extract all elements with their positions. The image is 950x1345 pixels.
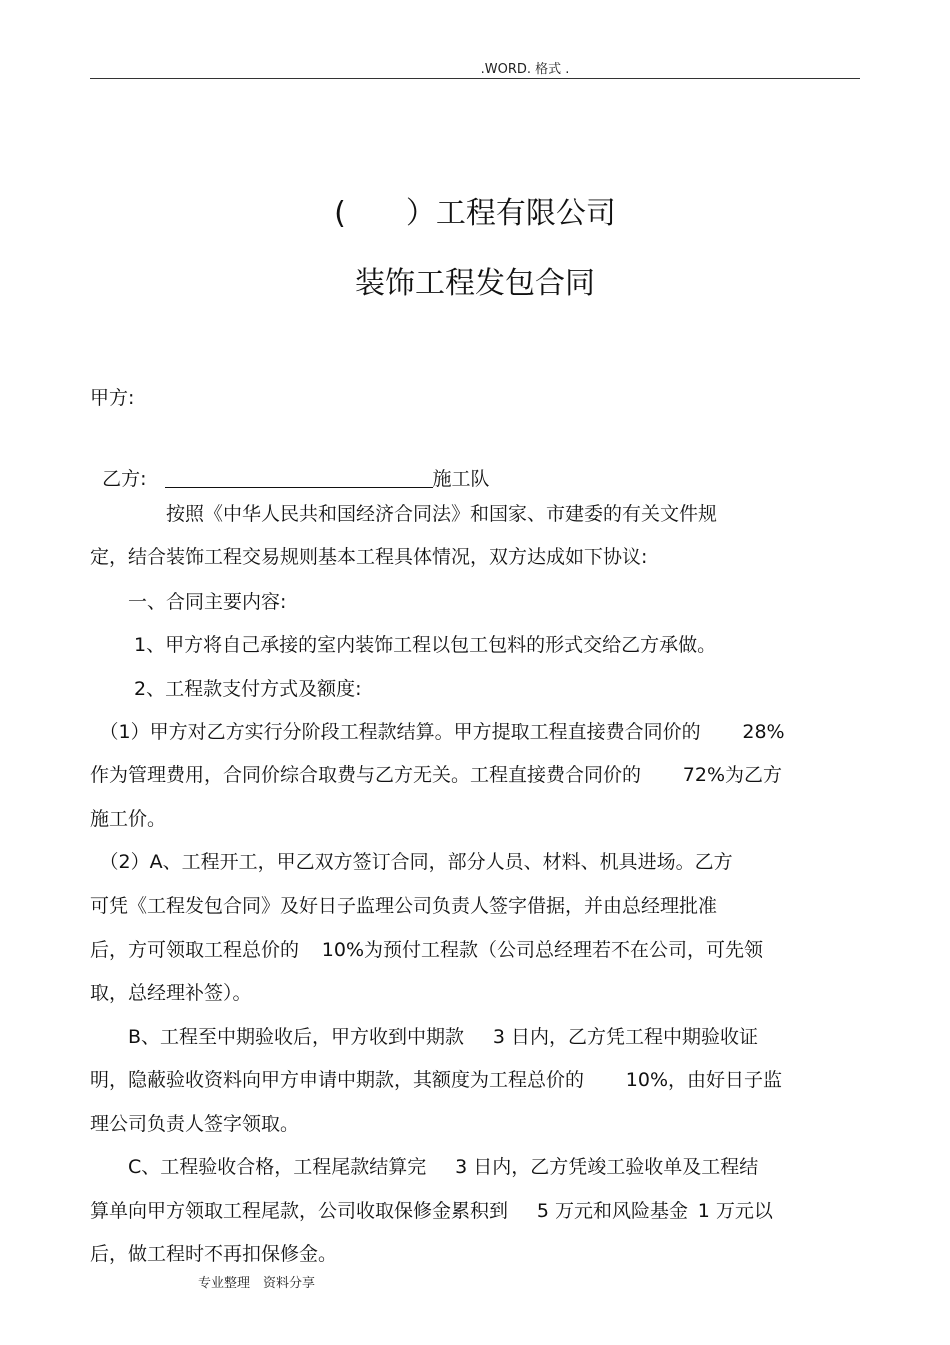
clause-line: 1、甲方将自己承接的室内装饰工程以包工包料的形式交给乙方承做。 (90, 634, 717, 656)
clause-line: B、工程至中期验收后，甲方收到中期款 3 日内，乙方凭工程中期验收证 (90, 1026, 758, 1048)
clause-line: 明，隐蔽验收资料向甲方申请中期款，其额度为工程总价的 10%，由好日子监 (90, 1069, 783, 1091)
party-b-blank-field (165, 469, 433, 488)
body-line: 按照《中华人民共和国经济合同法》和国家、市建委的有关文件规 (90, 503, 718, 525)
clause-line: 理公司负责人签字领取。 (90, 1113, 300, 1135)
clause-line: 取，总经理补签）。 (90, 982, 252, 1004)
body-line: 定，结合装饰工程交易规则基本工程具体情况，双方达成如下协议: (90, 546, 648, 568)
page-header: .WORD. 格式 . (480, 62, 570, 77)
clause-line: （1）甲方对乙方实行分阶段工程款结算。甲方提取工程直接费合同价的 28% (90, 721, 785, 743)
party-b-row (90, 443, 490, 491)
clause-line: 后，做工程时不再扣保修金。 (90, 1243, 338, 1265)
clause-line: 2、工程款支付方式及额度: (90, 678, 362, 700)
page-footer: 专业整理 资料分享 (198, 1276, 316, 1291)
clause-line: （2）A、工程开工，甲乙双方签订合同，部分人员、材料、机具进场。乙方 (90, 851, 733, 873)
party-b-label: 乙方: (102, 468, 147, 490)
clause-line: 后，方可领取工程总价的 10%为预付工程款（公司总经理若不在公司，可先领 (90, 939, 764, 961)
clause-line: C、工程验收合格，工程尾款结算完 3 日内，乙方凭竣工验收单及工程结 (90, 1156, 759, 1178)
document-title-contract: 装饰工程发包合同 (355, 266, 595, 301)
clause-line: 作为管理费用，合同价综合取费与乙方无关。工程直接费合同价的 72%为乙方 (90, 764, 783, 786)
header-divider (90, 78, 860, 79)
section-heading: 一、合同主要内容: (90, 591, 287, 613)
clause-line: 施工价。 (90, 808, 167, 830)
clause-line: 算单向甲方领取工程尾款，公司收取保修金累积到 5 万元和风险基金 1 万元以 (90, 1200, 773, 1222)
clause-line: 可凭《工程发包合同》及好日子监理公司负责人签字借据，并由总经理批准 (90, 895, 718, 917)
party-b-suffix: 施工队 (432, 468, 490, 490)
document-title-company: ( ）工程有限公司 (334, 196, 616, 231)
party-a-label: 甲方: (90, 387, 135, 409)
